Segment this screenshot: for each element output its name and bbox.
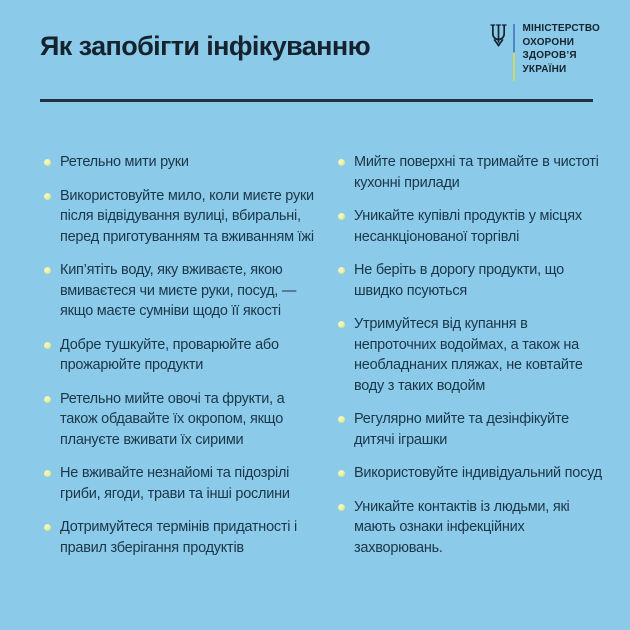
- bullet-dot-icon: [44, 159, 51, 166]
- tip-text: Добре тушкуйте, проварюйте або прожарюйте продукти: [60, 336, 279, 373]
- tips-column-left: [44, 152, 320, 571]
- bullet-dot-icon: [338, 213, 345, 220]
- tip-text: Використовуйте індивідуальний посуд: [354, 465, 602, 481]
- tip-text: Не беріть в дорогу продукти, що швидко псуються: [354, 262, 564, 299]
- tips-column-right: [338, 152, 610, 571]
- tip-text: Ретельно мити руки: [60, 154, 189, 170]
- tip-text: Дотримуйтеся термінів придатності і правил зберігання продуктів: [60, 519, 297, 556]
- tip-text: Ретельно мийте овочі та фрукти, а також обдавайте їх окропом, якщо плануєте вживати їх сирими: [60, 390, 285, 448]
- list-item: [44, 463, 320, 504]
- list-item: [338, 314, 610, 396]
- ministry-name-line: ЗДОРОВ’Я: [522, 50, 577, 61]
- tip-text: Уникайте купівлі продуктів у місцях несанкціонованої торгівлі: [354, 208, 582, 245]
- list-item: [44, 335, 320, 376]
- tip-text: Утримуйтеся від купання в непроточних водоймах, а також на необладнаних пляжах, не ковтайте воду з таких водойм: [354, 316, 583, 394]
- bullet-dot-icon: [338, 470, 345, 477]
- ministry-name-line: МІНІСТЕРСТВО: [522, 23, 600, 34]
- ministry-name-line: УКРАЇНИ: [522, 63, 567, 75]
- list-item: [338, 260, 610, 301]
- header: [0, 0, 630, 81]
- bullet-dot-icon: [44, 267, 51, 274]
- list-item: [338, 409, 610, 450]
- tip-text: Кип’ятіть воду, яку вживаєте, якою вмиваєтеся чи миєте руки, посуд, — якщо маєте сумніви щодо її якості: [60, 262, 297, 319]
- list-item: [338, 206, 610, 247]
- bullet-dot-icon: [44, 524, 51, 531]
- bullet-dot-icon: [338, 504, 345, 511]
- list-item: [44, 517, 320, 558]
- tip-text: Не вживайте незнайомі та підозрілі гриби, ягоди, трави та інші рослини: [60, 465, 290, 502]
- ministry-name: [522, 22, 600, 76]
- list-item: [44, 389, 320, 451]
- bullet-dot-icon: [44, 396, 51, 403]
- bullet-dot-icon: [338, 321, 345, 328]
- logo-flag-bar: [513, 24, 515, 81]
- list-item: [44, 260, 320, 322]
- bullet-dot-icon: [338, 159, 345, 166]
- tip-text: Уникайте контактів із людьми, які мають ознаки інфекційних захворювань.: [354, 498, 570, 556]
- list-item: [338, 463, 610, 484]
- tip-text: Використовуйте мило, коли миєте руки після відвідування вулиці, вбиральні, перед приготуванням та вживанням їжі: [60, 187, 314, 245]
- tip-text: Регулярно мийте та дезінфікуйте дитячі іграшки: [354, 411, 569, 448]
- list-item: [338, 152, 610, 193]
- list-item: [44, 152, 320, 173]
- tip-text: Мийте поверхні та тримайте в чистоті кухонні прилади: [354, 154, 599, 191]
- bullet-dot-icon: [338, 416, 345, 423]
- tips-content: [44, 152, 612, 571]
- ukraine-tryzub-trident-icon: [490, 23, 507, 53]
- bullet-dot-icon: [44, 342, 51, 349]
- ministry-logo: [490, 22, 600, 81]
- list-item: [44, 186, 320, 248]
- page-title: Як запобігти інфікуванню: [40, 31, 371, 61]
- ministry-name-line: ОХОРОНИ: [522, 36, 575, 48]
- bullet-dot-icon: [44, 193, 51, 200]
- bullet-dot-icon: [338, 267, 345, 274]
- list-item: [338, 497, 610, 559]
- header-divider-rule: [40, 99, 593, 102]
- bullet-dot-icon: [44, 470, 51, 477]
